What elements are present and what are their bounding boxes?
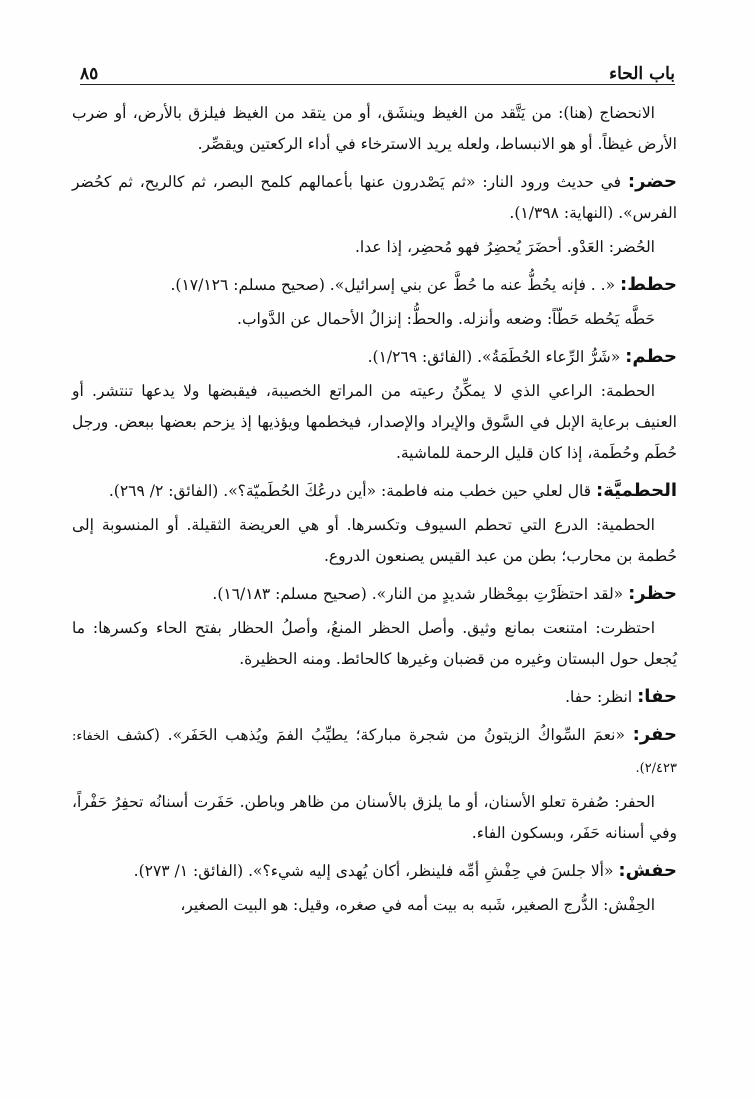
headword: حطم:	[625, 346, 677, 367]
headword: حفا:	[637, 686, 677, 707]
entry-text: «لقد احتظَرْتِ بمِحْظار شديدٍ من النار». (صحيح مسلم: ١٦/١٨٣).	[212, 585, 624, 603]
entry	[72, 681, 677, 713]
paragraph	[72, 376, 677, 469]
paragraph-text: الانحضاج (هنا): من يَتَّقد من الغيظ وينشَق، أو من يتقد من الغيظ فيلزق بالأرض، أو ضرب الأرض غيظاً. أو هو الانبساط، ولعله يريد الاسترخاء في أداء الركعتين ويقصِّر.	[72, 104, 677, 153]
paragraph-text: الحطمة: الراعي الذي لا يمكِّنُ رعيته من المراتع الخصيبة، فيقبضها ولا يدعها تنتشر. أو العنيف برعاية الإبل في السَّوق والإيراد والإصدار، فيخطمها ويؤذيها إذ يزحم بعضها ببعض. ورجل حُطَم وحُطَمة، إذا كان قليل الرحمة للماشية.	[72, 382, 677, 462]
paragraph-text: الحُضر: العَدْو. أحضَرَ يُحضِرُ فهو مُحضِر، إذا عدا.	[355, 238, 655, 256]
paragraph-text: الحفر: صُفرة تعلو الأسنان، أو ما يلزق بالأسنان من ظاهر وباطن. حَفَرت أسنانُه تحفِرُ حَفْراً، وفي أسنانه حَفَر، وبسكون الفاء.	[72, 793, 677, 842]
headword: حظر:	[628, 583, 677, 604]
paragraph	[72, 613, 677, 675]
paragraph-text: حَطَّه يَحُطه حَطّاً: وضعه وأنزله. والحطُّ: إنزالُ الأحمال عن الدَّواب.	[237, 310, 655, 328]
entry-text: «شَرُّ الرِّعاء الحُطَمَةُ». (الفائق: ١/٢٦٩).	[367, 348, 621, 366]
entry	[72, 475, 677, 507]
headword: حفش:	[618, 860, 677, 881]
entry-text: «نعمَ السِّواكُ الزيتونُ من شجرة مباركة؛ يطيِّبُ الفمَ ويُذهب الحَفَر». (كشف	[116, 726, 625, 744]
headword: الحطميَّة:	[596, 480, 677, 501]
paragraph-text: الحطمية: الدرع التي تحطم السيوف وتكسرها. أو هي العريضة الثقيلة. أو المنسوبة إلى حُطمة بن محارب؛ بطن من عبد القيس يصنعون الدروع.	[72, 516, 677, 565]
page-body	[72, 98, 677, 924]
entry-source: الخفاء: ٢/٤٢٣).	[72, 729, 677, 776]
paragraph-text: الحِفْش: الدُّرج الصغير، شَبه به بيت أمه في صغره، وقيل: هو البيت الصغير،	[180, 896, 655, 914]
headword: حضر:	[627, 171, 677, 192]
paragraph	[72, 232, 677, 263]
page-header	[80, 58, 675, 85]
entry	[72, 269, 677, 301]
paragraph	[72, 510, 677, 572]
entry-text: في حديث ورود النار: «ثم يَصْدرون عنها بأعمالهم كلمح البصر، ثم كالريح، ثم كحُضر الفرس». (النهاية: ١/٣٩٨).	[72, 173, 677, 222]
entry-text: «ألا جلسَ في حِفْشِ أمِّه فلينظر، أكان يُهدى إليه شيء؟». (الفائق: ١/ ٢٧٣).	[133, 862, 614, 880]
headword: حفر:	[632, 724, 677, 745]
entry	[72, 578, 677, 610]
entry-text: «. . فإنه يحُطُّ عنه ما حُطَّ عن بني إسرائيل». (صحيح مسلم: ١٧/١٢٦).	[170, 276, 616, 294]
entry	[72, 341, 677, 373]
paragraph	[72, 890, 677, 921]
entry-text: قال لعلي حين خطب منه فاطمة: «أين درعُكَ الحُطَميّة؟». (الفائق: ٢/ ٢٦٩).	[108, 482, 592, 500]
paragraph	[72, 787, 677, 849]
paragraph	[72, 98, 677, 160]
entry	[72, 855, 677, 887]
entry-text: انظر: حفا.	[565, 688, 633, 706]
chapter-title: باب الحاء	[609, 64, 675, 84]
page-number: ٨٥	[80, 64, 99, 84]
paragraph-text: احتظرت: امتنعت بمانع وثيق. وأصل الحظر المنعُ، وأصلُ الحظار بفتح الحاء وكسرها: ما يُجعل حول البستان وغيره من قضبان وغيرها كالحائط. ومنه الحظيرة.	[72, 619, 677, 668]
paragraph	[72, 304, 677, 335]
entry	[72, 166, 677, 229]
headword: حطط:	[620, 274, 677, 295]
entry	[72, 719, 677, 784]
